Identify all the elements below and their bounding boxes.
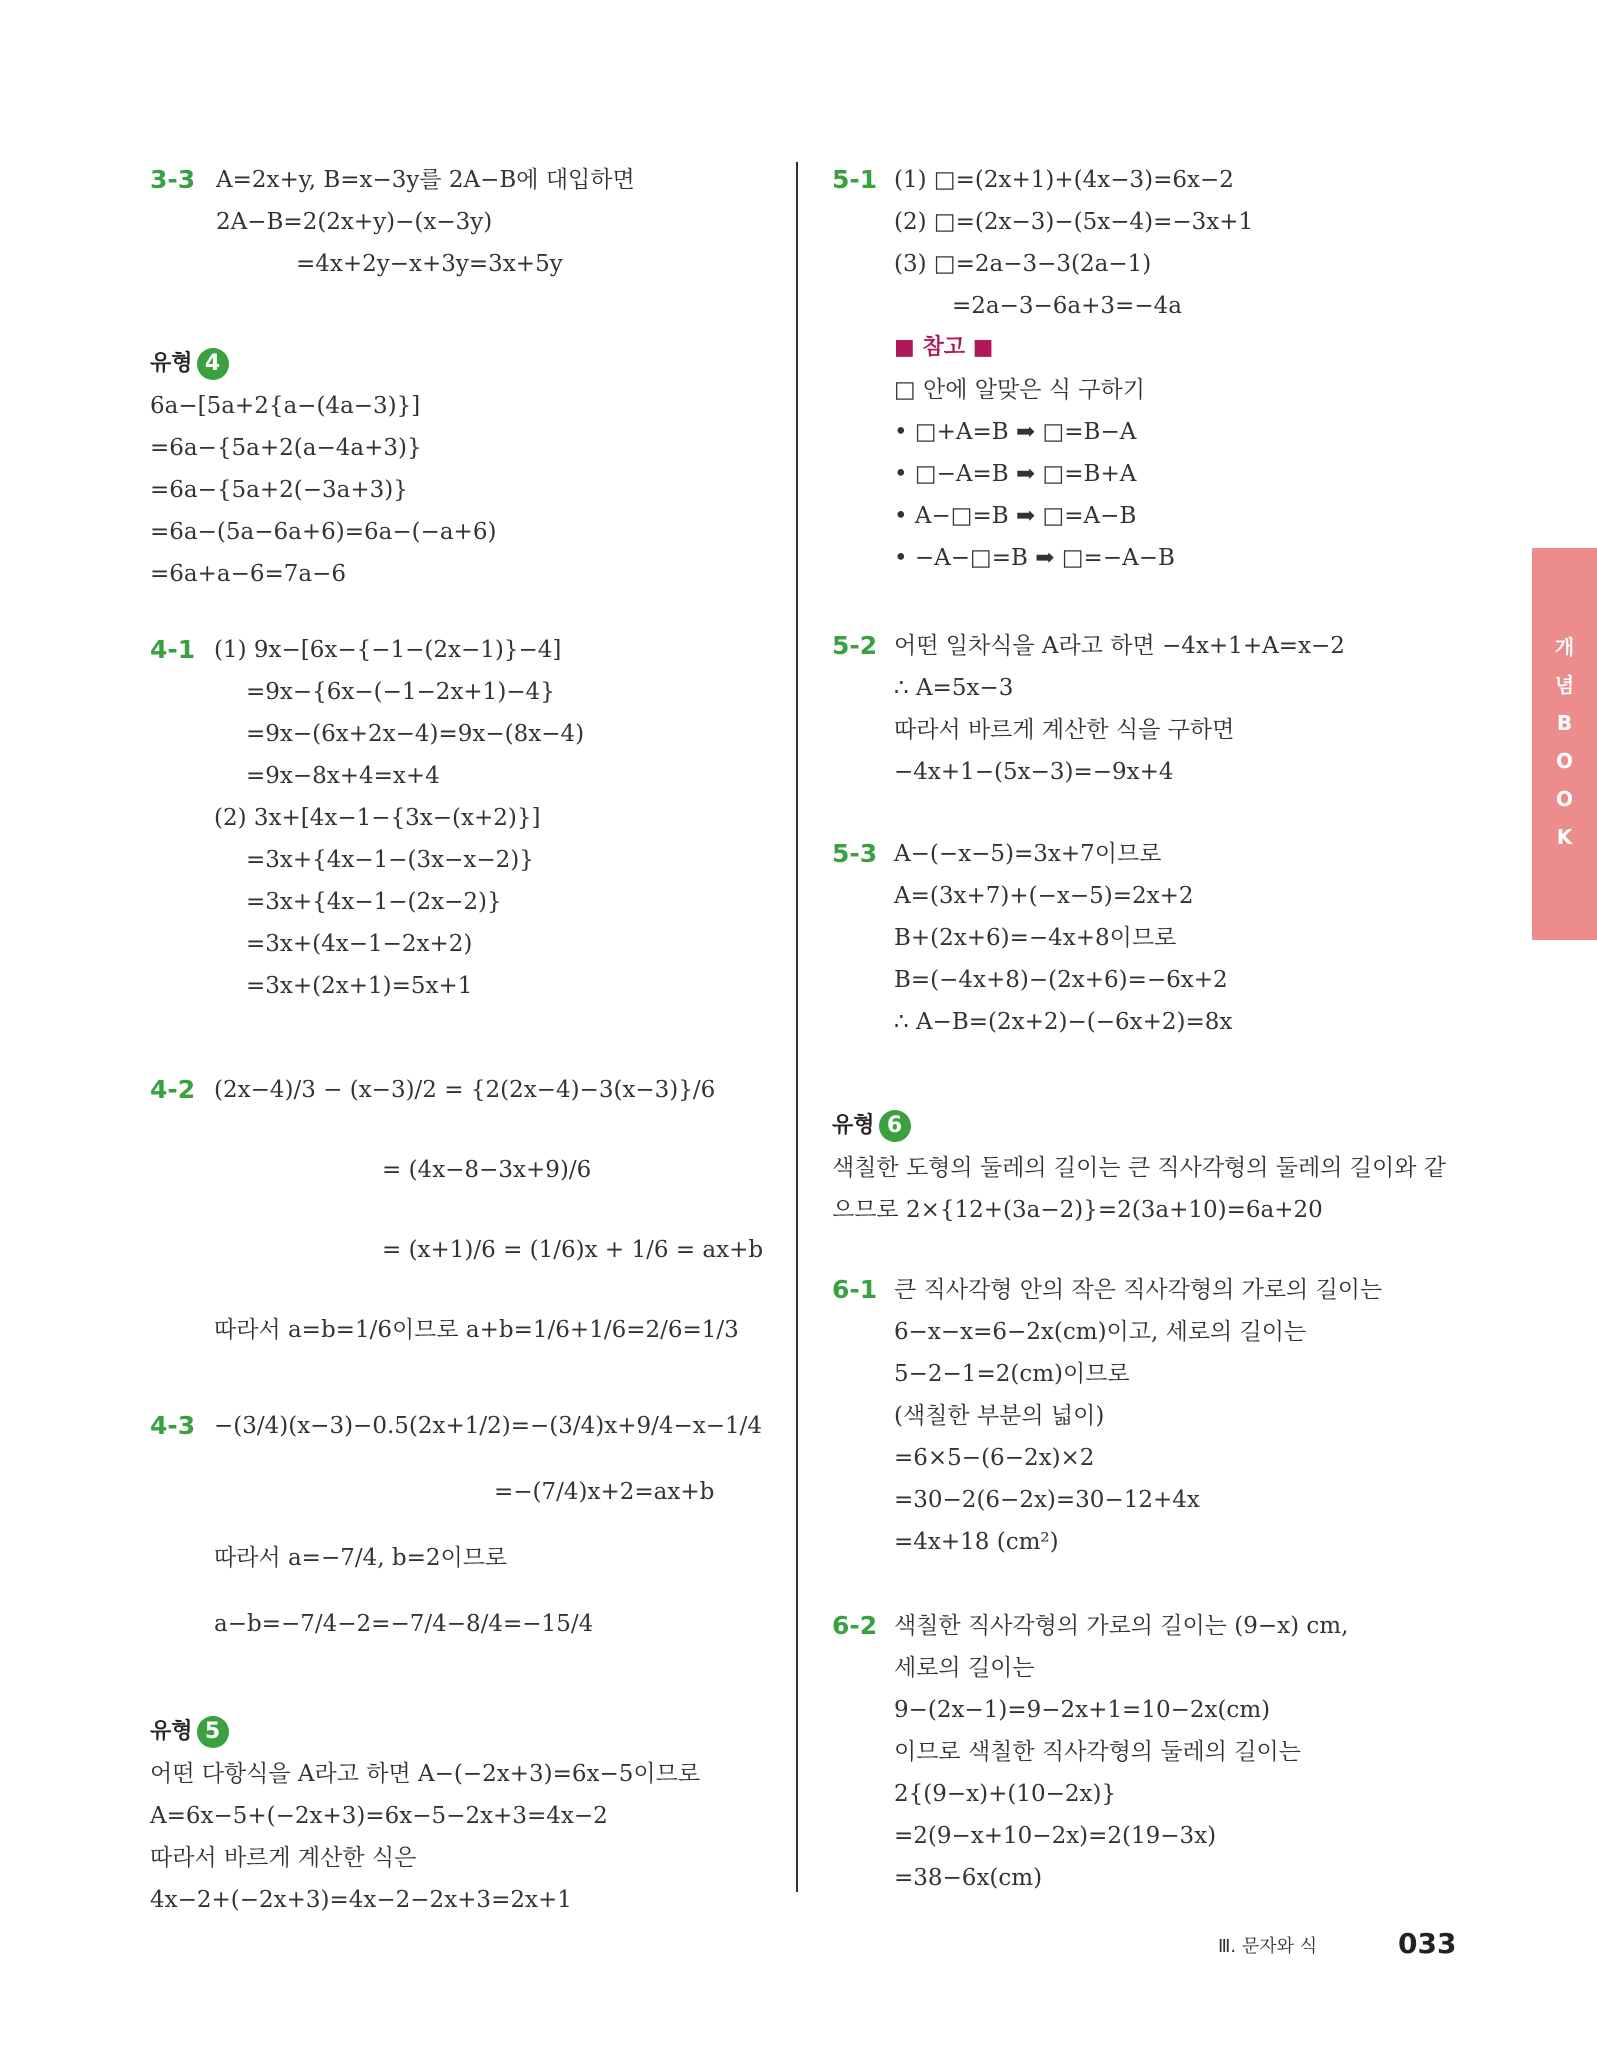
problem-label-5-1: 5-1 <box>832 165 878 194</box>
solution-line: (1) 9x−[6x−{−1−(2x−1)}−4] <box>214 637 562 663</box>
solution-line: = (4x−8−3x+9)/6 <box>382 1157 592 1183</box>
solution-line: 따라서 바르게 계산한 식을 구하면 <box>894 717 1235 743</box>
side-tab-char: B <box>1556 711 1573 735</box>
side-tab-char: O <box>1555 749 1573 773</box>
solution-line: (1) □=(2x+1)+(4x−3)=6x−2 <box>894 167 1234 193</box>
type-number-badge: 6 <box>879 1110 911 1142</box>
solution-line: B=(−4x+8)−(2x+6)=−6x+2 <box>894 967 1228 993</box>
solution-line: =3x+{4x−1−(3x−x−2)} <box>246 847 534 873</box>
type-heading-4 <box>150 344 229 384</box>
solution-line: 어떤 다항식을 A라고 하면 A−(−2x+3)=6x−5이므로 <box>150 1761 701 1787</box>
solution-line: ∴ A−B=(2x+2)−(−6x+2)=8x <box>894 1009 1233 1035</box>
solution-line: =−(7/4)x+2=ax+b <box>494 1479 715 1505</box>
solution-line: =4x+2y−x+3y=3x+5y <box>296 251 563 277</box>
solution-line: 따라서 a=b=1/6이므로 a+b=1/6+1/6=2/6=1/3 <box>214 1317 739 1343</box>
solution-line: −(3/4)(x−3)−0.5(2x+1/2)=−(3/4)x+9/4−x−1/4 <box>214 1413 763 1439</box>
solution-line: A=(3x+7)+(−x−5)=2x+2 <box>894 883 1194 909</box>
solution-line: =9x−8x+4=x+4 <box>246 763 440 789</box>
solution-line: 이므로 색칠한 직사각형의 둘레의 길이는 <box>894 1739 1301 1765</box>
problem-label-6-1: 6-1 <box>832 1275 878 1304</box>
solution-line: 따라서 바르게 계산한 식은 <box>150 1845 417 1871</box>
solution-line: 색칠한 도형의 둘레의 길이는 큰 직사각형의 둘레의 길이와 같 <box>832 1155 1446 1181</box>
problem-label-5-3: 5-3 <box>832 839 878 868</box>
solution-line: A=6x−5+(−2x+3)=6x−5−2x+3=4x−2 <box>150 1803 608 1829</box>
type-heading-5 <box>150 1712 229 1752</box>
solution-line: (2) 3x+[4x−1−{3x−(x+2)}] <box>214 805 541 831</box>
solution-line: = (x+1)/6 = (1/6)x + 1/6 = ax+b <box>382 1237 764 1263</box>
solution-line: 5−2−1=2(cm)이므로 <box>894 1361 1130 1387</box>
solution-line: 어떤 일차식을 A라고 하면 −4x+1+A=x−2 <box>894 633 1345 659</box>
solution-line: =6a−(5a−6a+6)=6a−(−a+6) <box>150 519 497 545</box>
solution-line: 큰 직사각형 안의 작은 직사각형의 가로의 길이는 <box>894 1277 1383 1303</box>
solution-line: =9x−{6x−(−1−2x+1)−4} <box>246 679 555 705</box>
solution-line: =3x+(4x−1−2x+2) <box>246 931 473 957</box>
problem-label-4-3: 4-3 <box>150 1411 196 1440</box>
note-line: • −A−□=B ➡ □=−A−B <box>894 545 1175 571</box>
type-number-badge: 5 <box>197 1716 229 1748</box>
solution-line: 2A−B=2(2x+y)−(x−3y) <box>216 209 493 235</box>
solution-line: =2(9−x+10−2x)=2(19−3x) <box>894 1823 1217 1849</box>
solution-line: =3x+(2x+1)=5x+1 <box>246 973 473 999</box>
solution-line: 6−x−x=6−2x(cm)이고, 세로의 길이는 <box>894 1319 1307 1345</box>
solution-line: =4x+18 (cm²) <box>894 1529 1059 1555</box>
note-line: □ 안에 알맞은 식 구하기 <box>894 377 1145 403</box>
solution-line: =6a−{5a+2(−3a+3)} <box>150 477 408 503</box>
solution-line: =30−2(6−2x)=30−12+4x <box>894 1487 1200 1513</box>
side-tab-label <box>1532 628 1597 856</box>
solution-line: (2) □=(2x−3)−(5x−4)=−3x+1 <box>894 209 1254 235</box>
problem-label-5-2: 5-2 <box>832 631 878 660</box>
type-number-badge: 4 <box>197 348 229 380</box>
solution-line: 4x−2+(−2x+3)=4x−2−2x+3=2x+1 <box>150 1887 572 1913</box>
side-tab-char: K <box>1556 825 1573 849</box>
solution-line: 6a−[5a+2{a−(4a−3)}] <box>150 393 421 419</box>
footer-chapter: Ⅲ. 문자와 식 <box>1218 1936 1318 1957</box>
solution-line: =6a−{5a+2(a−4a+3)} <box>150 435 422 461</box>
solution-line: (색칠한 부분의 넓이) <box>894 1403 1105 1429</box>
solution-line: A=2x+y, B=x−3y를 2A−B에 대입하면 <box>216 167 635 193</box>
problem-label-4-1: 4-1 <box>150 635 196 664</box>
column-divider <box>796 162 798 1892</box>
solution-line: =3x+{4x−1−(2x−2)} <box>246 889 502 915</box>
type-heading-6 <box>832 1106 911 1146</box>
type-title: 유형 <box>832 1113 875 1138</box>
solution-line: A−(−x−5)=3x+7이므로 <box>894 841 1162 867</box>
solution-line: =6×5−(6−2x)×2 <box>894 1445 1095 1471</box>
solution-line: =9x−(6x+2x−4)=9x−(8x−4) <box>246 721 585 747</box>
page-number: 033 <box>1398 1927 1457 1960</box>
problem-label-6-2: 6-2 <box>832 1611 878 1640</box>
solution-line: B+(2x+6)=−4x+8이므로 <box>894 925 1177 951</box>
solution-line: =2a−3−6a+3=−4a <box>952 293 1182 319</box>
note-line: • A−□=B ➡ □=A−B <box>894 503 1137 529</box>
side-tab-concept-book <box>1532 548 1597 940</box>
solution-line: ∴ A=5x−3 <box>894 675 1014 701</box>
type-title: 유형 <box>150 351 193 376</box>
problem-label-3-3: 3-3 <box>150 165 196 194</box>
solution-line: =6a+a−6=7a−6 <box>150 561 347 587</box>
side-tab-char: O <box>1555 787 1573 811</box>
side-tab-char: 개 <box>1554 635 1575 659</box>
solution-line: 으므로 2×{12+(3a−2)}=2(3a+10)=6a+20 <box>832 1197 1323 1223</box>
solution-line: 색칠한 직사각형의 가로의 길이는 (9−x) cm, <box>894 1613 1349 1639</box>
note-line: • □−A=B ➡ □=B+A <box>894 461 1137 487</box>
solution-line: =38−6x(cm) <box>894 1865 1043 1891</box>
solution-line: 9−(2x−1)=9−2x+1=10−2x(cm) <box>894 1697 1271 1723</box>
problem-label-4-2: 4-2 <box>150 1075 196 1104</box>
solution-line: (2x−4)/3 − (x−3)/2 = {2(2x−4)−3(x−3)}/6 <box>214 1077 716 1103</box>
solution-line: 2{(9−x)+(10−2x)} <box>894 1781 1117 1807</box>
solution-line: (3) □=2a−3−3(2a−1) <box>894 251 1152 277</box>
solution-line: a−b=−7/4−2=−7/4−8/4=−15/4 <box>214 1611 594 1637</box>
solution-line: 따라서 a=−7/4, b=2이므로 <box>214 1545 508 1571</box>
side-tab-char: 념 <box>1554 673 1575 697</box>
type-title: 유형 <box>150 1719 193 1744</box>
solution-line: −4x+1−(5x−3)=−9x+4 <box>894 759 1174 785</box>
note-line: • □+A=B ➡ □=B−A <box>894 419 1137 445</box>
note-heading: ■ 참고 ■ <box>894 335 994 360</box>
solution-line: 세로의 길이는 <box>894 1655 1035 1681</box>
